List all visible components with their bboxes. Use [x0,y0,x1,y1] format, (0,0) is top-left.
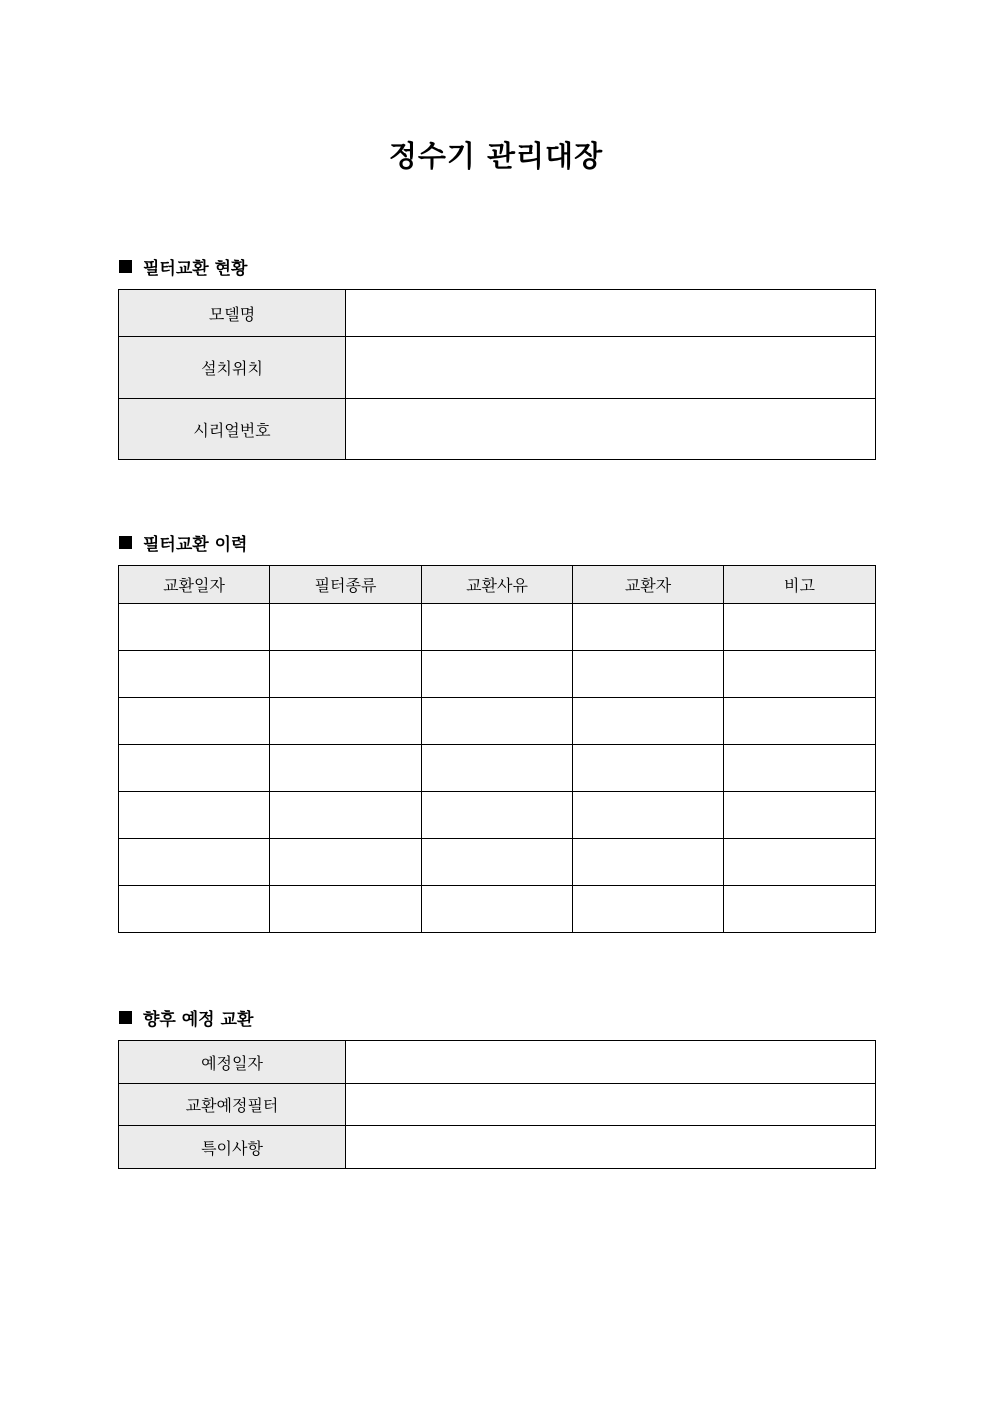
section-heading-planned [119,1005,253,1030]
square-bullet-icon [119,1011,132,1024]
history-table [118,565,876,933]
table-row [119,698,876,745]
table-cell[interactable] [422,651,573,698]
table-cell[interactable] [119,604,270,651]
column-header: 교환사유 [422,566,573,604]
table-row [119,290,876,337]
table-row [119,745,876,792]
table-row [119,1084,876,1126]
table-cell[interactable] [422,839,573,886]
table-row [119,1041,876,1084]
table-cell[interactable] [573,745,724,792]
row-label: 특이사항 [119,1126,346,1169]
row-label: 예정일자 [119,1041,346,1084]
table-cell[interactable] [573,698,724,745]
column-header: 비고 [724,566,876,604]
table-cell[interactable] [270,792,422,839]
table-cell[interactable] [270,886,422,933]
section-heading-label: 향후 예정 교환 [143,1010,254,1030]
square-bullet-icon [119,260,132,273]
square-bullet-icon [119,536,132,549]
table-cell[interactable] [119,698,270,745]
planned-table [118,1040,876,1169]
table-cell[interactable] [422,745,573,792]
table-cell[interactable] [119,839,270,886]
table-cell[interactable] [724,745,876,792]
table-cell[interactable] [573,886,724,933]
model-name-field[interactable] [346,290,876,337]
section-heading-label: 필터교환 현황 [143,259,248,279]
table-cell[interactable] [119,745,270,792]
column-header: 필터종류 [270,566,422,604]
table-row [119,839,876,886]
planned-filter-field[interactable] [346,1084,876,1126]
table-row [119,604,876,651]
table-cell[interactable] [270,839,422,886]
table-cell[interactable] [573,792,724,839]
table-cell[interactable] [422,792,573,839]
page-title: 정수기 관리대장 [388,139,604,173]
remarks-field[interactable] [346,1126,876,1169]
row-label: 교환예정필터 [119,1084,346,1126]
table-cell[interactable] [422,886,573,933]
status-table [118,289,876,460]
table-row [119,651,876,698]
table-row [119,792,876,839]
serial-number-field[interactable] [346,399,876,460]
table-cell[interactable] [724,792,876,839]
section-heading-history [119,530,247,555]
table-cell[interactable] [573,651,724,698]
table-cell[interactable] [724,886,876,933]
table-row [119,886,876,933]
table-cell[interactable] [270,651,422,698]
table-cell[interactable] [724,651,876,698]
install-location-field[interactable] [346,337,876,399]
planned-date-field[interactable] [346,1041,876,1084]
table-cell[interactable] [119,886,270,933]
table-cell[interactable] [573,839,724,886]
row-label: 시리얼번호 [119,399,346,460]
table-cell[interactable] [573,604,724,651]
table-cell[interactable] [119,651,270,698]
row-label: 모델명 [119,290,346,337]
column-header: 교환자 [573,566,724,604]
row-label: 설치위치 [119,337,346,399]
table-cell[interactable] [724,604,876,651]
column-header: 교환일자 [119,566,270,604]
table-cell[interactable] [270,604,422,651]
table-header-row [119,566,876,604]
table-row [119,1126,876,1169]
table-cell[interactable] [422,698,573,745]
table-cell[interactable] [724,698,876,745]
table-row [119,337,876,399]
table-cell[interactable] [422,604,573,651]
section-heading-label: 필터교환 이력 [143,535,248,555]
table-cell[interactable] [119,792,270,839]
table-cell[interactable] [270,745,422,792]
table-row [119,399,876,460]
table-cell[interactable] [270,698,422,745]
section-heading-status [119,254,247,279]
table-cell[interactable] [724,839,876,886]
